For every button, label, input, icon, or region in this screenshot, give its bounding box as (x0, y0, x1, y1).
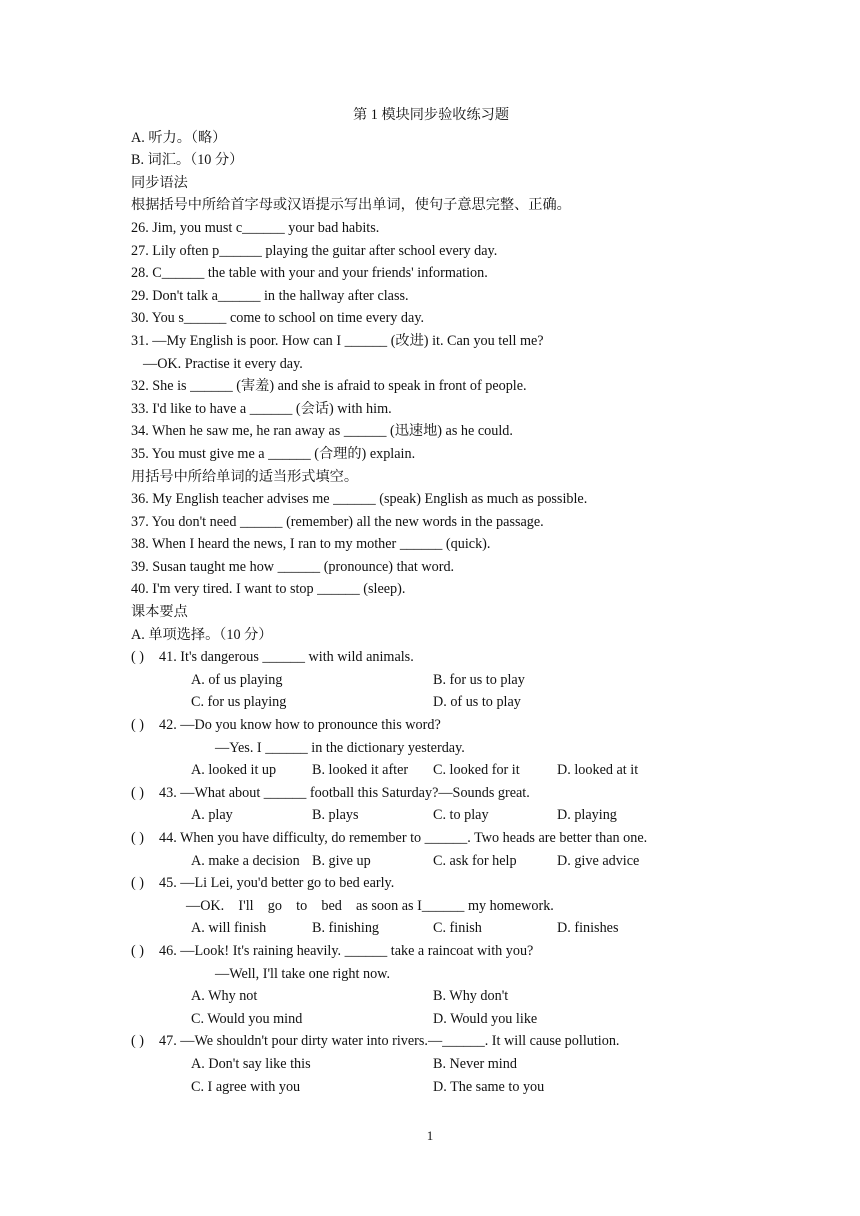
option-d: D. give advice (557, 852, 640, 869)
question-stem: 44. When you have difficulty, do remember to ______. Two heads are better than one. (159, 830, 648, 846)
option-b: B. Never mind (433, 1055, 517, 1072)
option-row (131, 1008, 731, 1031)
question-47 (131, 1030, 731, 1053)
option-b: B. Why don't (433, 988, 509, 1005)
question-34: 34. When he saw me, he ran away as ______ (迅速地) as he could. (131, 423, 513, 440)
option-a: A. Don't say like this (191, 1055, 311, 1072)
section-listening: A. 听力。（略） (131, 129, 227, 146)
question-45 (131, 872, 731, 895)
question-46 (131, 940, 731, 963)
option-b: B. for us to play (433, 671, 525, 688)
instruction-text-2: 用括号中所给单词的适当形式填空。 (131, 468, 359, 485)
question-45-reply: —OK. I'll go to bed as soon as I______ my homework. (186, 897, 554, 914)
question-stem: 42. —Do you know how to pronounce this word? (159, 717, 441, 734)
option-row (131, 759, 731, 782)
question-35: 35. You must give me a ______ (合理的) explain. (131, 445, 416, 462)
option-a: A. play (191, 807, 233, 824)
question-stem: 45. —Li Lei, you'd better go to bed early. (159, 875, 395, 892)
question-42 (131, 714, 731, 737)
option-d: D. finishes (557, 920, 619, 937)
question-26: 26. Jim, you must c______ your bad habits. (131, 219, 380, 236)
option-b: B. looked it after (312, 762, 409, 779)
question-32: 32. She is ______ (害羞) and she is afraid to speak in front of people. (131, 378, 527, 395)
question-38: 38. When I heard the news, I ran to my mother ______ (quick). (131, 536, 491, 553)
question-42-reply: —Yes. I ______ in the dictionary yesterday. (215, 739, 465, 756)
answer-bracket: ( ) (131, 717, 144, 734)
answer-bracket: ( ) (131, 784, 144, 801)
question-28: 28. C______ the table with your and your friends' information. (131, 265, 488, 282)
question-40: 40. I'm very tired. I want to stop ______ (sleep). (131, 581, 406, 598)
answer-bracket: ( ) (131, 942, 144, 959)
question-31-reply: —OK. Practise it every day. (143, 355, 303, 372)
option-row (131, 669, 731, 692)
option-row (131, 917, 731, 940)
option-d: D. looked at it (557, 762, 639, 779)
question-30: 30. You s______ come to school on time every day. (131, 310, 425, 327)
section-textbook-heading: 课本要点 (131, 604, 188, 621)
question-43 (131, 782, 731, 805)
option-b: B. finishing (312, 920, 380, 937)
question-44 (131, 827, 731, 850)
option-a: A. will finish (191, 920, 267, 937)
option-c: C. finish (433, 920, 482, 937)
answer-bracket: ( ) (131, 1033, 144, 1050)
question-27: 27. Lily often p______ playing the guitar after school every day. (131, 242, 498, 259)
page-number: 1 (426, 1128, 434, 1143)
question-33: 33. I'd like to have a ______ (会话) with him. (131, 400, 392, 417)
option-c: C. Would you mind (191, 1010, 303, 1027)
question-41 (131, 646, 731, 669)
option-c: C. I agree with you (191, 1078, 301, 1095)
option-a: A. of us playing (191, 671, 283, 688)
question-36: 36. My English teacher advises me ______ (speak) English as much as possible. (131, 491, 588, 508)
instruction-text: 根据括号中所给首字母或汉语提示写出单词，使句子意思完整、正确。 (131, 197, 571, 214)
option-d: D. The same to you (433, 1078, 545, 1095)
option-a: A. make a decision (191, 852, 300, 869)
option-row (131, 1076, 731, 1099)
question-39: 39. Susan taught me how ______ (pronounce) that word. (131, 558, 455, 575)
worksheet-body (131, 104, 731, 1098)
option-d: D. playing (557, 807, 617, 824)
option-row (131, 691, 731, 714)
section-grammar-heading: 同步语法 (131, 174, 188, 191)
option-c: C. for us playing (191, 694, 287, 711)
option-row (131, 850, 731, 873)
option-row (131, 985, 731, 1008)
section-vocabulary: B. 词汇。（10 分） (131, 152, 244, 169)
option-d: D. of us to play (433, 694, 521, 711)
option-d: D. Would you like (433, 1010, 538, 1027)
option-a: A. Why not (191, 988, 258, 1005)
page-title: 第 1 模块同步验收练习题 (352, 107, 510, 123)
question-31: 31. —My English is poor. How can I ______ (改进) it. Can you tell me? (131, 332, 544, 349)
option-b: B. plays (312, 807, 359, 824)
option-a: A. looked it up (191, 762, 277, 779)
option-c: C. to play (433, 807, 489, 824)
question-46-reply: —Well, I'll take one right now. (215, 965, 391, 982)
question-37: 37. You don't need ______ (remember) all the new words in the passage. (131, 513, 544, 530)
question-stem: 43. —What about ______ football this Saturday?—Sounds great. (159, 784, 530, 801)
option-c: C. looked for it (433, 762, 520, 779)
option-row (131, 1053, 731, 1076)
question-stem: 46. —Look! It's raining heavily. ______ take a raincoat with you? (159, 942, 534, 959)
section-multiple-choice: A. 单项选择。（10 分） (131, 626, 273, 643)
answer-bracket: ( ) (131, 649, 144, 666)
option-c: C. ask for help (433, 852, 517, 869)
question-stem: 47. —We shouldn't pour dirty water into rivers.—______. It will cause pollution. (159, 1033, 620, 1050)
question-stem: 41. It's dangerous ______ with wild animals. (159, 649, 414, 666)
answer-bracket: ( ) (131, 875, 144, 892)
option-row (131, 804, 731, 827)
option-b: B. give up (312, 852, 371, 869)
question-29: 29. Don't talk a______ in the hallway after class. (131, 287, 409, 304)
answer-bracket: ( ) (131, 830, 144, 846)
